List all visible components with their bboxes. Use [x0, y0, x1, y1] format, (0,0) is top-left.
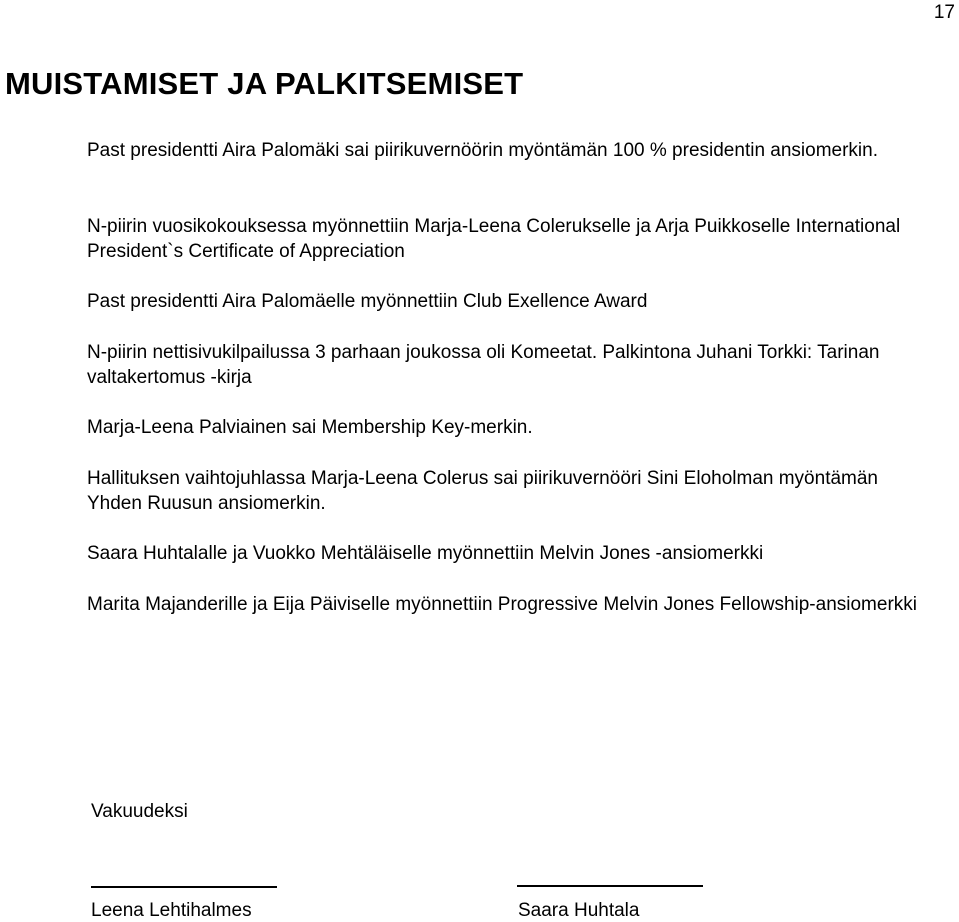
paragraph-club-excellence-award: Past presidentti Aira Palomäelle myönnettiin Club Exellence Award: [87, 291, 648, 312]
paragraph-certificate-of-appreciation: N-piirin vuosikokouksessa myönnettiin Marja-Leena Colerukselle ja Arja Puikkoselle International President`s Certificate of Appreciation: [87, 216, 901, 262]
signer-name-left: Leena Lehtihalmes: [91, 900, 252, 921]
paragraph-nettisivukilpailu: N-piirin nettisivukilpailussa 3 parhaan joukossa oli Komeetat. Palkintona Juhani Torkki: Tarinan valtakertomus -kirja: [87, 342, 880, 388]
paragraph-presidentti-ansiomerkki: Past presidentti Aira Palomäki sai piirikuvernöörin myöntämän 100 % presidentin ansiomerkin.: [87, 140, 878, 161]
page-title: MUISTAMISET JA PALKITSEMISET: [5, 66, 524, 101]
signature-line-right: [517, 885, 703, 887]
paragraph-membership-key: Marja-Leena Palviainen sai Membership Key-merkin.: [87, 417, 533, 438]
paragraph-progressive-melvin-jones: Marita Majanderille ja Eija Päiviselle myönnettiin Progressive Melvin Jones Fellowship-ansiomerkki: [87, 594, 917, 615]
page-number: 17: [933, 2, 955, 23]
closing-text: Vakuudeksi: [91, 801, 188, 822]
paragraph-yhden-ruusun-ansiomerkki: Hallituksen vaihtojuhlassa Marja-Leena Colerus sai piirikuvernööri Sini Eloholman myöntämän Yhden Ruusun ansiomerkin.: [87, 468, 878, 514]
signer-name-right: Saara Huhtala: [518, 900, 640, 921]
paragraph-melvin-jones: Saara Huhtalalle ja Vuokko Mehtäläiselle myönnettiin Melvin Jones -ansiomerkki: [87, 543, 764, 564]
signature-line-left: [91, 886, 277, 888]
